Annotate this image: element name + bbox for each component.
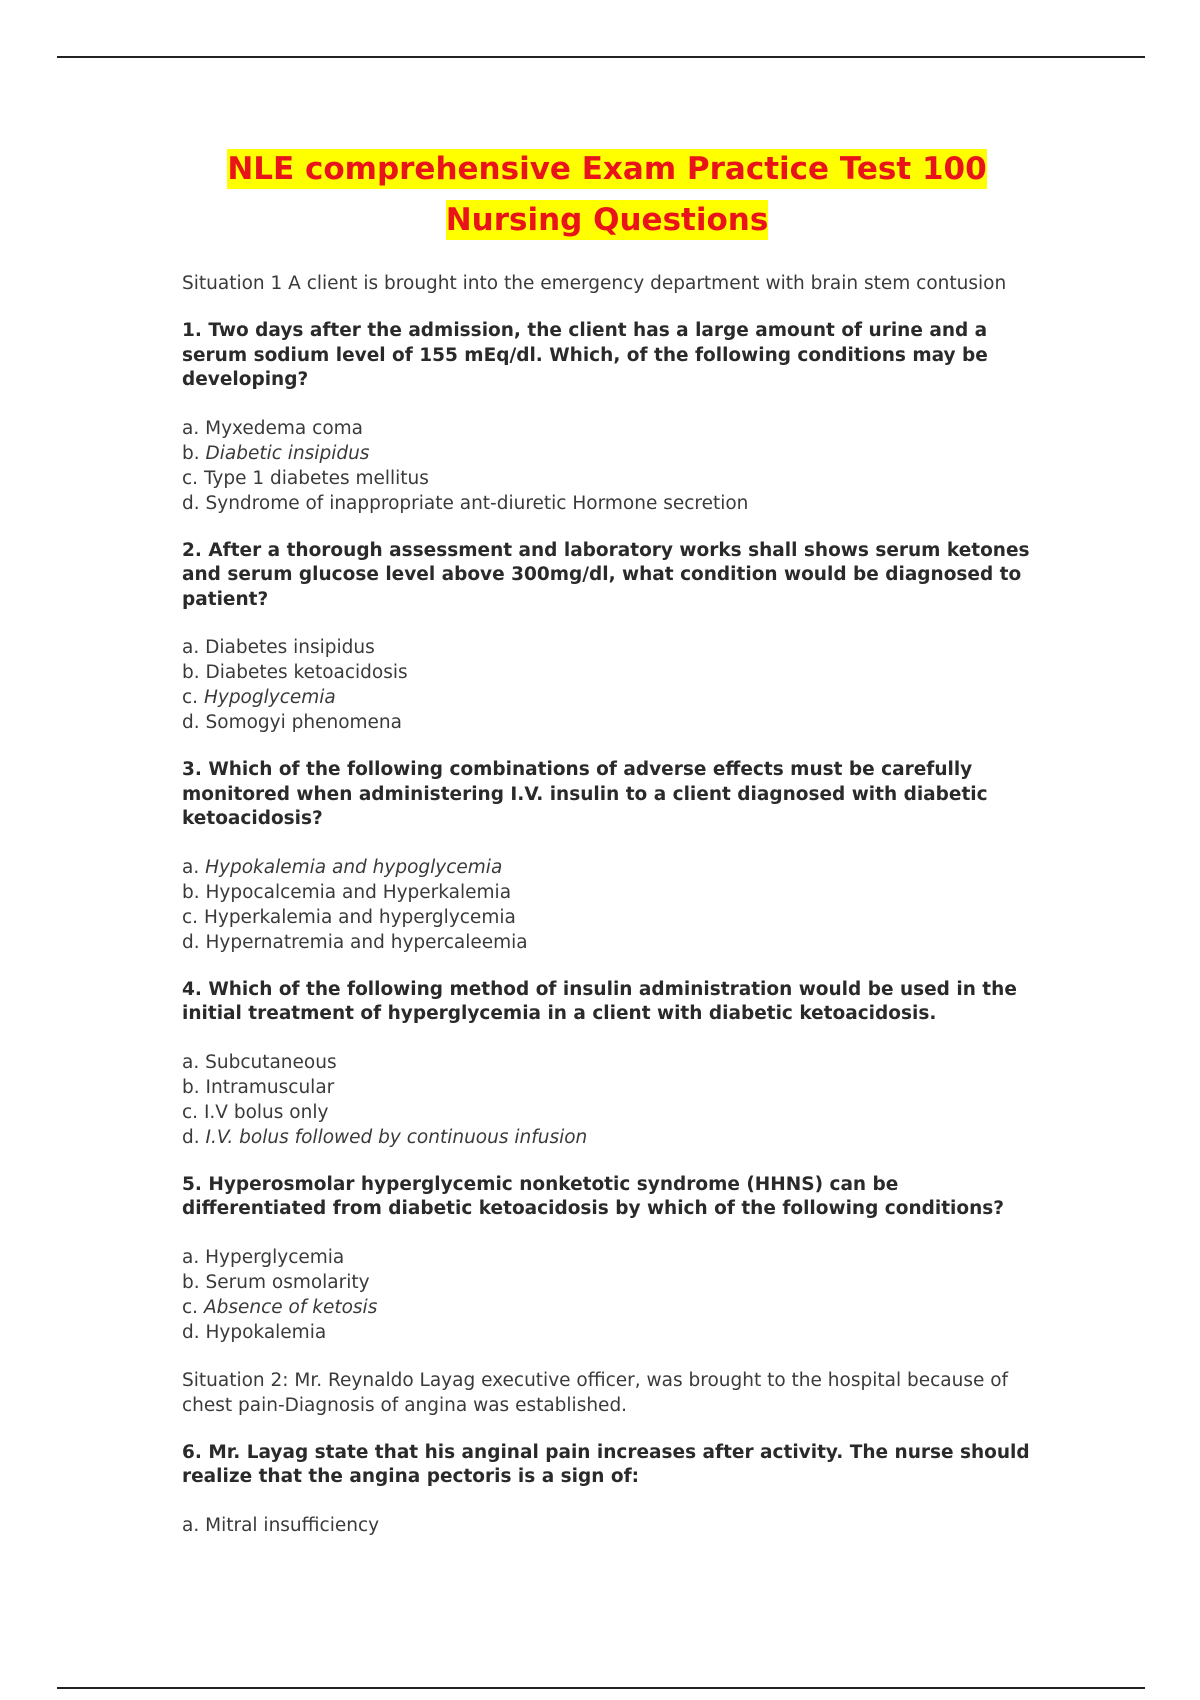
option-letter: b.	[182, 662, 200, 683]
situation-text: Situation 2: Mr. Reynaldo Layag executive officer, was brought to the hospital because of chest pain-Diagnosis of angina was established.	[182, 1369, 1009, 1416]
option-letter: d.	[182, 712, 200, 733]
answer-option	[182, 466, 1032, 491]
option-letter: a.	[182, 1514, 200, 1536]
question-text: 6. Mr. Layag state that his anginal pain increases after activity. The nurse should realize that the angina pectoris is a sign of:	[182, 1441, 1030, 1487]
answer-option	[182, 685, 1032, 710]
option-text: Subcutaneous	[205, 1051, 337, 1073]
option-letter: d.	[182, 1321, 200, 1343]
option-list	[182, 635, 1032, 735]
option-letter: b.	[182, 442, 200, 464]
page-title	[182, 146, 1032, 248]
option-text: Somogyi phenomena	[205, 712, 402, 733]
option-text: Diabetes insipidus	[205, 637, 375, 658]
option-text: Type 1 diabetes mellitus	[203, 467, 429, 489]
option-list	[182, 416, 1032, 516]
question-text: 1. Two days after the admission, the client has a large amount of urine and a serum sodium level of 155 mEq/dl. Which, of the following conditions may be developing?	[182, 320, 988, 390]
question-text: 4. Which of the following method of insulin administration would be used in the initial treatment of hyperglycemia in a client with diabetic ketoacidosis.	[182, 978, 1017, 1024]
answer-option	[182, 880, 1032, 905]
option-text: Hyperglycemia	[205, 1246, 345, 1268]
option-list	[182, 1245, 1032, 1345]
option-letter: b.	[182, 881, 200, 903]
question-list	[182, 271, 1032, 1538]
option-text: Hyperkalemia and hyperglycemia	[203, 906, 516, 928]
option-text: Diabetes ketoacidosis	[205, 662, 408, 683]
option-text: Syndrome of inappropriate ant-diuretic Hormone secretion	[205, 492, 749, 514]
answer-option	[182, 1050, 1032, 1075]
answer-option	[182, 930, 1032, 955]
question-text: 2. After a thorough assessment and laboratory works shall shows serum ketones and serum glucose level above 300mg/dl, what condition would be diagnosed to patient?	[182, 539, 1030, 610]
option-letter: d.	[182, 1126, 200, 1148]
bottom-rule	[57, 1687, 1145, 1689]
option-letter: a.	[182, 856, 200, 878]
option-text: Intramuscular	[205, 1076, 335, 1098]
option-list	[182, 1050, 1032, 1150]
option-list	[182, 855, 1032, 955]
option-text: Diabetic insipidus	[205, 442, 370, 464]
option-text: Hypoglycemia	[203, 687, 336, 708]
answer-option	[182, 1270, 1032, 1295]
option-letter: a.	[182, 1246, 200, 1268]
top-rule	[57, 56, 1145, 58]
option-text: I.V bolus only	[203, 1101, 329, 1123]
answer-option	[182, 1245, 1032, 1270]
question-text: 5. Hyperosmolar hyperglycemic nonketotic syndrome (HHNS) can be differentiated from diabetic ketoacidosis by which of the following conditions?	[182, 1173, 1005, 1219]
answer-option	[182, 1320, 1032, 1345]
option-list	[182, 1513, 1032, 1538]
answer-option	[182, 660, 1032, 685]
situation-text: Situation 1 A client is brought into the emergency department with brain stem contusion	[182, 273, 1007, 294]
option-letter: b.	[182, 1271, 200, 1293]
title-line-2: Nursing Questions	[445, 202, 769, 238]
question-text: 3. Which of the following combinations of adverse effects must be carefully monitored when administering I.V. insulin to a client diagnosed with diabetic ketoacidosis?	[182, 759, 988, 829]
answer-option	[182, 1295, 1032, 1320]
option-text: Hypokalemia and hypoglycemia	[205, 856, 503, 878]
option-letter: d.	[182, 931, 200, 953]
answer-option	[182, 710, 1032, 735]
answer-option	[182, 1513, 1032, 1538]
option-letter: a.	[182, 417, 200, 439]
document-body	[182, 146, 1032, 1561]
option-letter: a.	[182, 637, 200, 658]
answer-option	[182, 416, 1032, 441]
answer-option	[182, 1100, 1032, 1125]
answer-option	[182, 441, 1032, 466]
option-letter: c.	[182, 1296, 199, 1318]
option-text: Mitral insufficiency	[205, 1514, 380, 1536]
option-text: Absence of ketosis	[203, 1296, 378, 1318]
answer-option	[182, 905, 1032, 930]
option-letter: c.	[182, 906, 199, 928]
option-text: Myxedema coma	[205, 417, 363, 439]
option-letter: c.	[182, 467, 199, 489]
option-letter: d.	[182, 492, 200, 514]
answer-option	[182, 635, 1032, 660]
option-text: Serum osmolarity	[205, 1271, 370, 1293]
option-letter: c.	[182, 1101, 199, 1123]
title-line-1: NLE comprehensive Exam Practice Test 100	[227, 151, 987, 187]
option-letter: c.	[182, 687, 199, 708]
option-text: Hypocalcemia and Hyperkalemia	[205, 881, 512, 903]
option-text: Hypernatremia and hypercaleemia	[205, 931, 528, 953]
option-text: I.V. bolus followed by continuous infusion	[205, 1126, 588, 1148]
option-text: Hypokalemia	[205, 1321, 327, 1343]
answer-option	[182, 855, 1032, 880]
option-letter: b.	[182, 1076, 200, 1098]
answer-option	[182, 1125, 1032, 1150]
option-letter: a.	[182, 1051, 200, 1073]
answer-option	[182, 491, 1032, 516]
answer-option	[182, 1075, 1032, 1100]
